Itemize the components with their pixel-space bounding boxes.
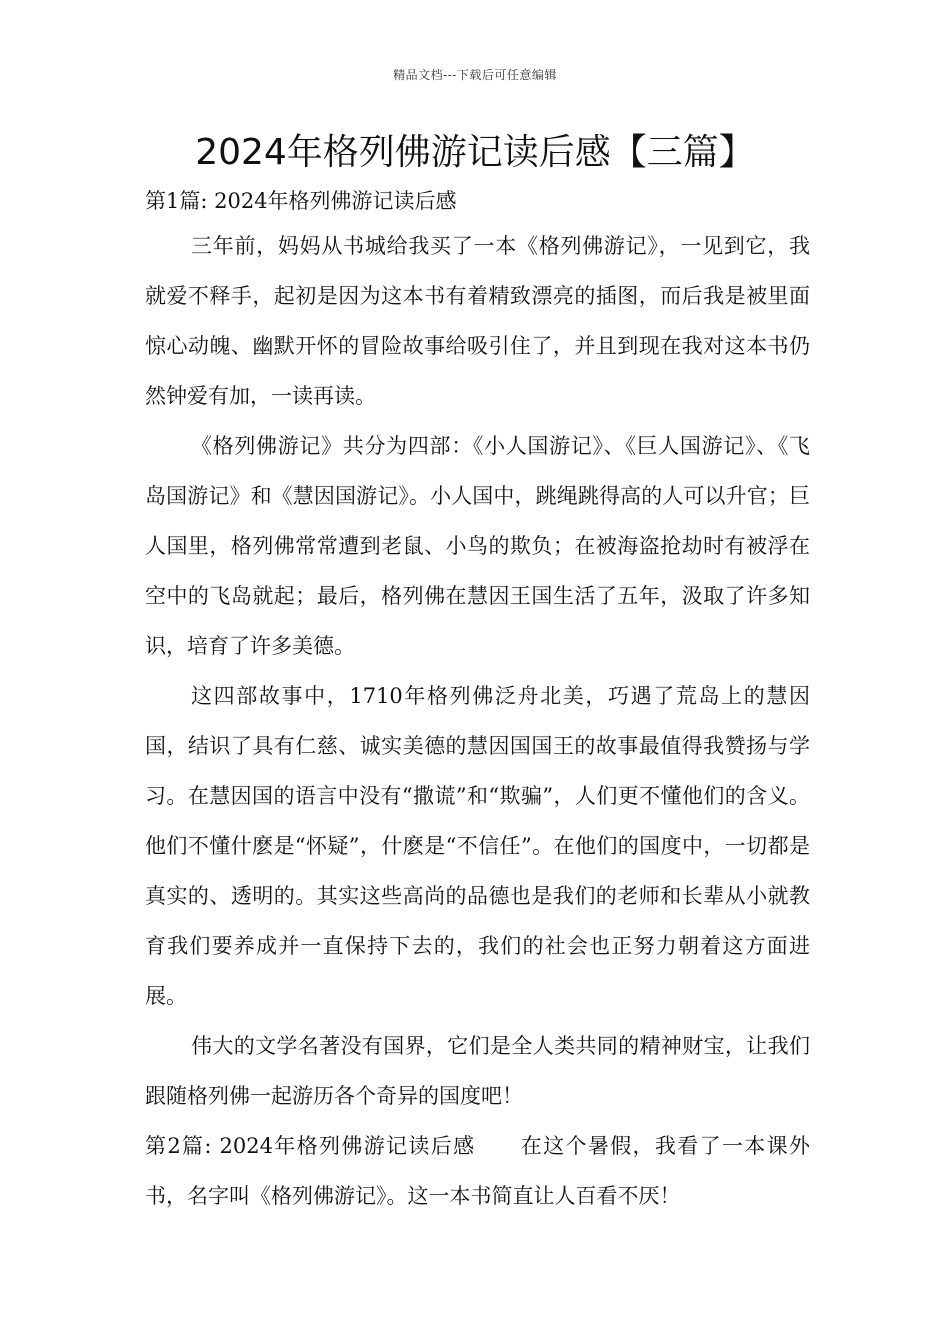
document-body xyxy=(145,181,810,1221)
section-2-inline-text: 在这个暑假，我看了一本课外书，名字叫《格列佛游记》。这一本书简直让人百看不厌！ xyxy=(145,1134,810,1208)
section-1-heading: 第1篇: 2024年格列佛游记读后感 xyxy=(145,189,457,213)
page-header: 精品文档---下载后可任意编辑 xyxy=(393,68,557,82)
section-1-paragraph-3: 这四部故事中，1710年格列佛泛舟北美，巧遇了荒岛上的慧因国，结识了具有仁慈、诚实美德的慧因国国王的故事最值得我赞扬与学习。在慧因国的语言中没有“撒谎”和“欺骗”，人们更不懂他们的含义。他们不懂什麽是“怀疑”，什麽是“不信任”。在他们的国度中，一切都是真实的、透明的。其实这些高尚的品德也是我们的老师和长辈从小就教育我们要养成并一直保持下去的，我们的社会也正努力朝着这方面进展。 xyxy=(145,684,810,1008)
section-2-block xyxy=(145,1121,810,1221)
section-1-paragraph-1: 三年前，妈妈从书城给我买了一本《格列佛游记》，一见到它，我就爱不释手，起初是因为这本书有着精致漂亮的插图，而后我是被里面惊心动魄、幽默开怀的冒险故事给吸引住了，并且到现在我对这本书仍然钟爱有加，一读再读。 xyxy=(145,234,810,408)
section-2-heading: 第2篇: 2024年格列佛游记读后感 xyxy=(145,1134,476,1158)
section-1-paragraph-2: 《格列佛游记》共分为四部：《小人国游记》、《巨人国游记》、《飞岛国游记》和《慧因国游记》。小人国中，跳绳跳得高的人可以升官；巨人国里，格列佛常常遭到老鼠、小鸟的欺负；在被海盗抢劫时有被浮在空中的飞岛就起；最后，格列佛在慧因王国生活了五年，汲取了许多知识，培育了许多美德。 xyxy=(145,434,810,658)
document-title: 2024年格列佛游记读后感【三篇】 xyxy=(195,132,755,173)
section-1-paragraph-4: 伟大的文学名著没有国界，它们是全人类共同的精神财宝，让我们跟随格列佛一起游历各个奇异的国度吧！ xyxy=(145,1034,810,1108)
